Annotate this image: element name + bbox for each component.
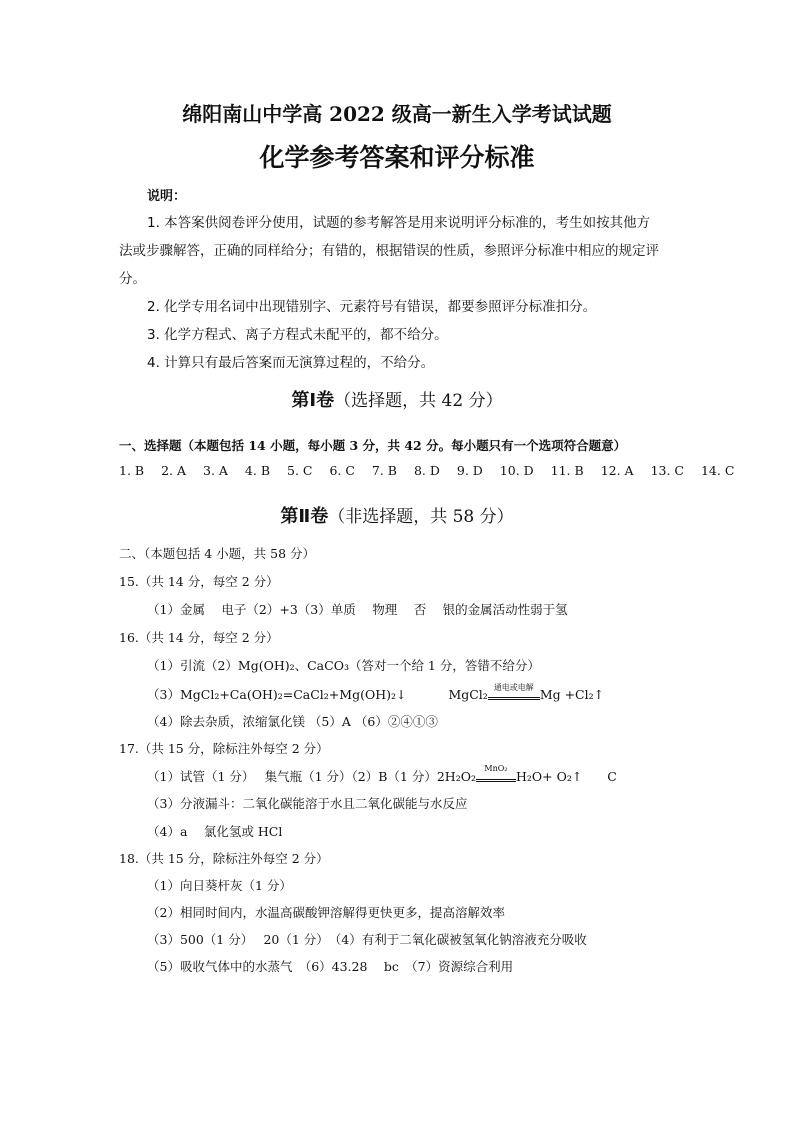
q16-mgcl2: MgCl₂ [448, 687, 488, 702]
q16-answer-1: （1）引流（2）Mg(OH)₂、CaCO₃（答对一个给 1 分，答错不给分） [147, 658, 540, 673]
answer-2: 2. A [161, 463, 187, 478]
q18-answer-3: （3）500（1 分） 20（1 分） （4）有利于二氧化碳被氢氧化钠溶液充分吸收 [147, 932, 587, 947]
answer-4: 4. B [244, 463, 271, 478]
q17-catalyst: MnO₂ [484, 763, 508, 773]
part-1-desc: （选择题，共 42 分） [334, 391, 503, 411]
q18-heading: 18.（共 15 分，除标注外每空 2 分） [119, 851, 329, 866]
q17-answer-3: （4）a 氯化氢或 HCl [147, 824, 283, 839]
q17-answer-1-left: （1）试管（1 分） 集气瓶（1 分）（2）B（1 分）2H₂O₂ [147, 769, 476, 784]
part-2-label: 第Ⅱ卷 [280, 506, 329, 527]
note-1-line-3: 分。 [119, 271, 146, 287]
answer-6: 6. C [329, 463, 355, 478]
q18-answer-2: （2）相同时间内，水温高碳酸钾溶解得更快更多，提高溶解效率 [147, 905, 505, 920]
answer-3: 3. A [203, 463, 228, 478]
reaction-condition-sign [476, 763, 516, 780]
answer-7: 7. B [371, 463, 397, 478]
note-2: 2. 化学专用名词中出现错别字、元素符号有错误，都要参照评分标准扣分。 [147, 299, 597, 315]
q16-answer-3: （4）除去杂质，浓缩氯化镁 （5）A （6）②④①③ [147, 714, 438, 729]
q16-equation-1: （3）MgCl₂+Ca(OH)₂=CaCl₂+Mg(OH)₂↓ [147, 687, 407, 702]
answer-10: 10. D [499, 463, 534, 478]
notes-heading: 说明： [147, 189, 187, 204]
part-1-label: 第Ⅰ卷 [291, 390, 335, 411]
answer-14: 14. C [700, 463, 735, 478]
q16-answer-2 [147, 682, 605, 703]
choice-answers [119, 463, 747, 478]
answer-1: 1. B [119, 463, 145, 478]
part-1-section: 一、选择题（本题包括 14 小题，每小题 3 分，共 42 分。每小题只有一个选项符合题意） [119, 438, 627, 453]
answer-13: 13. C [650, 463, 684, 478]
note-1-line-2: 法或步骤解答，正确的同样给分；有错的，根据错误的性质，参照评分标准中相应的规定评 [119, 243, 659, 259]
q15-answers: （1）金属 电子（2）+3（3）单质 物理 否 银的金属活动性弱于氢 [147, 602, 568, 617]
answer-9: 9. D [456, 463, 483, 478]
note-3: 3. 化学方程式、离子方程式未配平的，都不给分。 [147, 327, 448, 343]
q17-answer-2: （3）分液漏斗：二氧化碳能溶于水且二氧化碳能与水反应 [147, 796, 468, 811]
answer-key-title: 化学参考答案和评分标准 [259, 143, 535, 172]
part-2-desc: （非选择题，共 58 分） [328, 507, 514, 527]
answer-5: 5. C [287, 463, 313, 478]
answer-8: 8. D [413, 463, 440, 478]
q16-products: Mg +Cl₂↑ [539, 687, 605, 702]
q16-condition: 通电或电解 [493, 682, 534, 692]
q15-heading: 15.（共 14 分，每空 2 分） [119, 574, 279, 589]
part-1-title [0, 386, 794, 412]
answer-11: 11. B [550, 463, 584, 478]
reaction-condition-sign [488, 682, 540, 698]
q16-heading: 16.（共 14 分，每空 2 分） [119, 630, 279, 645]
answer-12: 12. A [600, 463, 634, 478]
part-2-title [0, 502, 794, 528]
q17-heading: 17.（共 15 分，除标注外每空 2 分） [119, 741, 329, 756]
part-2-section: 二、（本题包括 4 小题，共 58 分） [119, 546, 316, 561]
note-4: 4. 计算只有最后答案而无演算过程的，不给分。 [147, 355, 435, 371]
q18-answer-1: （1）向日葵杆灰（1 分） [147, 878, 292, 893]
q18-answer-4: （5）吸收气体中的水蒸气 （6）43.28 bc （7）资源综合利用 [147, 959, 514, 974]
exam-title: 绵阳南山中学高 2022 级高一新生入学考试试题 [182, 102, 612, 126]
q17-answer-1-right: H₂O+ O₂↑ C [515, 769, 617, 784]
q17-answer-1 [147, 763, 617, 785]
note-1-line-1: 1. 本答案供阅卷评分使用，试题的参考解答是用来说明评分标准的，考生如按其他方 [147, 215, 651, 231]
